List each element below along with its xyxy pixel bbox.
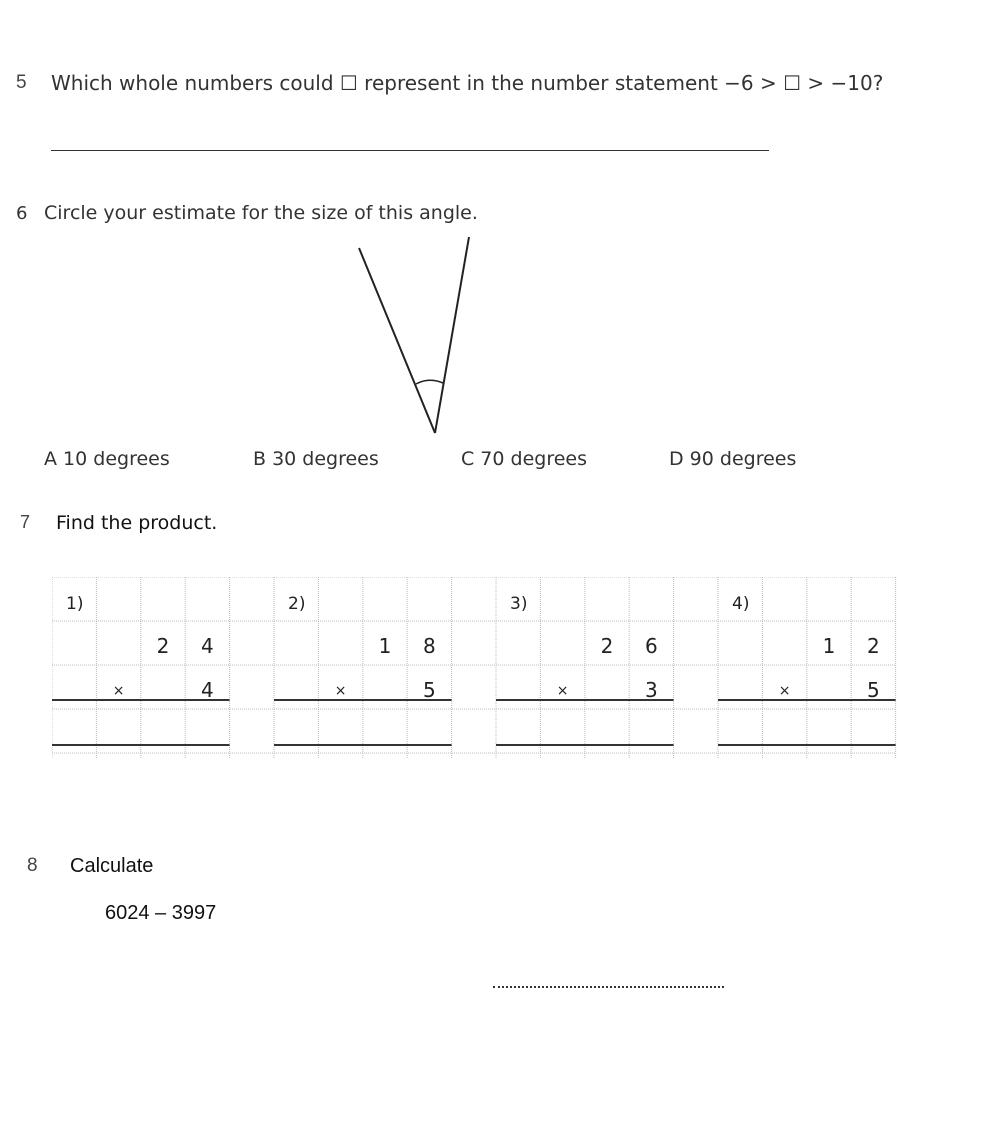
top-digit: 1 xyxy=(822,634,836,658)
question-8-answer-line[interactable] xyxy=(493,986,724,988)
top-digit: 6 xyxy=(645,634,658,658)
question-8-text: Calculate xyxy=(70,855,154,877)
question-5-number: 5 xyxy=(16,72,27,93)
question-7-text: Find the product. xyxy=(56,512,218,534)
option-c[interactable]: C 70 degrees xyxy=(461,448,588,470)
angle-diagram xyxy=(340,228,490,438)
top-digit: 2 xyxy=(600,634,614,658)
multiplication-grid xyxy=(52,577,902,769)
question-5-text: Which whole numbers could ☐ represent in the number statement −6 > ☐ > −10? xyxy=(51,71,884,95)
top-digit: 1 xyxy=(378,634,392,658)
question-7-number: 7 xyxy=(20,512,31,532)
problem-label: 4) xyxy=(732,594,750,614)
multiply-sign: × xyxy=(334,683,347,699)
multiply-sign: × xyxy=(778,683,791,699)
multiply-sign: × xyxy=(112,683,125,699)
multiplier-digit: 5 xyxy=(867,678,880,702)
angle-arm-right xyxy=(435,237,469,433)
question-5-answer-line[interactable] xyxy=(51,150,769,151)
option-a[interactable]: A 10 degrees xyxy=(44,448,170,470)
top-digit: 2 xyxy=(867,634,880,658)
angle-arm-left xyxy=(359,248,435,433)
option-b[interactable]: B 30 degrees xyxy=(253,448,379,470)
angle-arc xyxy=(416,380,443,384)
multiplier-digit: 5 xyxy=(423,678,436,702)
calculation-expression: 6024 – 3997 xyxy=(105,902,217,924)
top-digit: 2 xyxy=(156,634,170,658)
problem-label: 1) xyxy=(66,594,84,614)
question-6-number: 6 xyxy=(16,203,28,224)
top-digit: 8 xyxy=(423,634,436,658)
multiplier-digit: 3 xyxy=(645,678,658,702)
top-digit: 4 xyxy=(201,634,214,658)
question-6-text: Circle your estimate for the size of this angle. xyxy=(44,202,478,224)
question-8-number: 8 xyxy=(27,855,38,876)
multiply-sign: × xyxy=(556,683,569,699)
multiplier-digit: 4 xyxy=(201,678,214,702)
option-d[interactable]: D 90 degrees xyxy=(669,448,797,470)
problem-label: 3) xyxy=(510,594,528,614)
problem-label: 2) xyxy=(288,594,306,614)
